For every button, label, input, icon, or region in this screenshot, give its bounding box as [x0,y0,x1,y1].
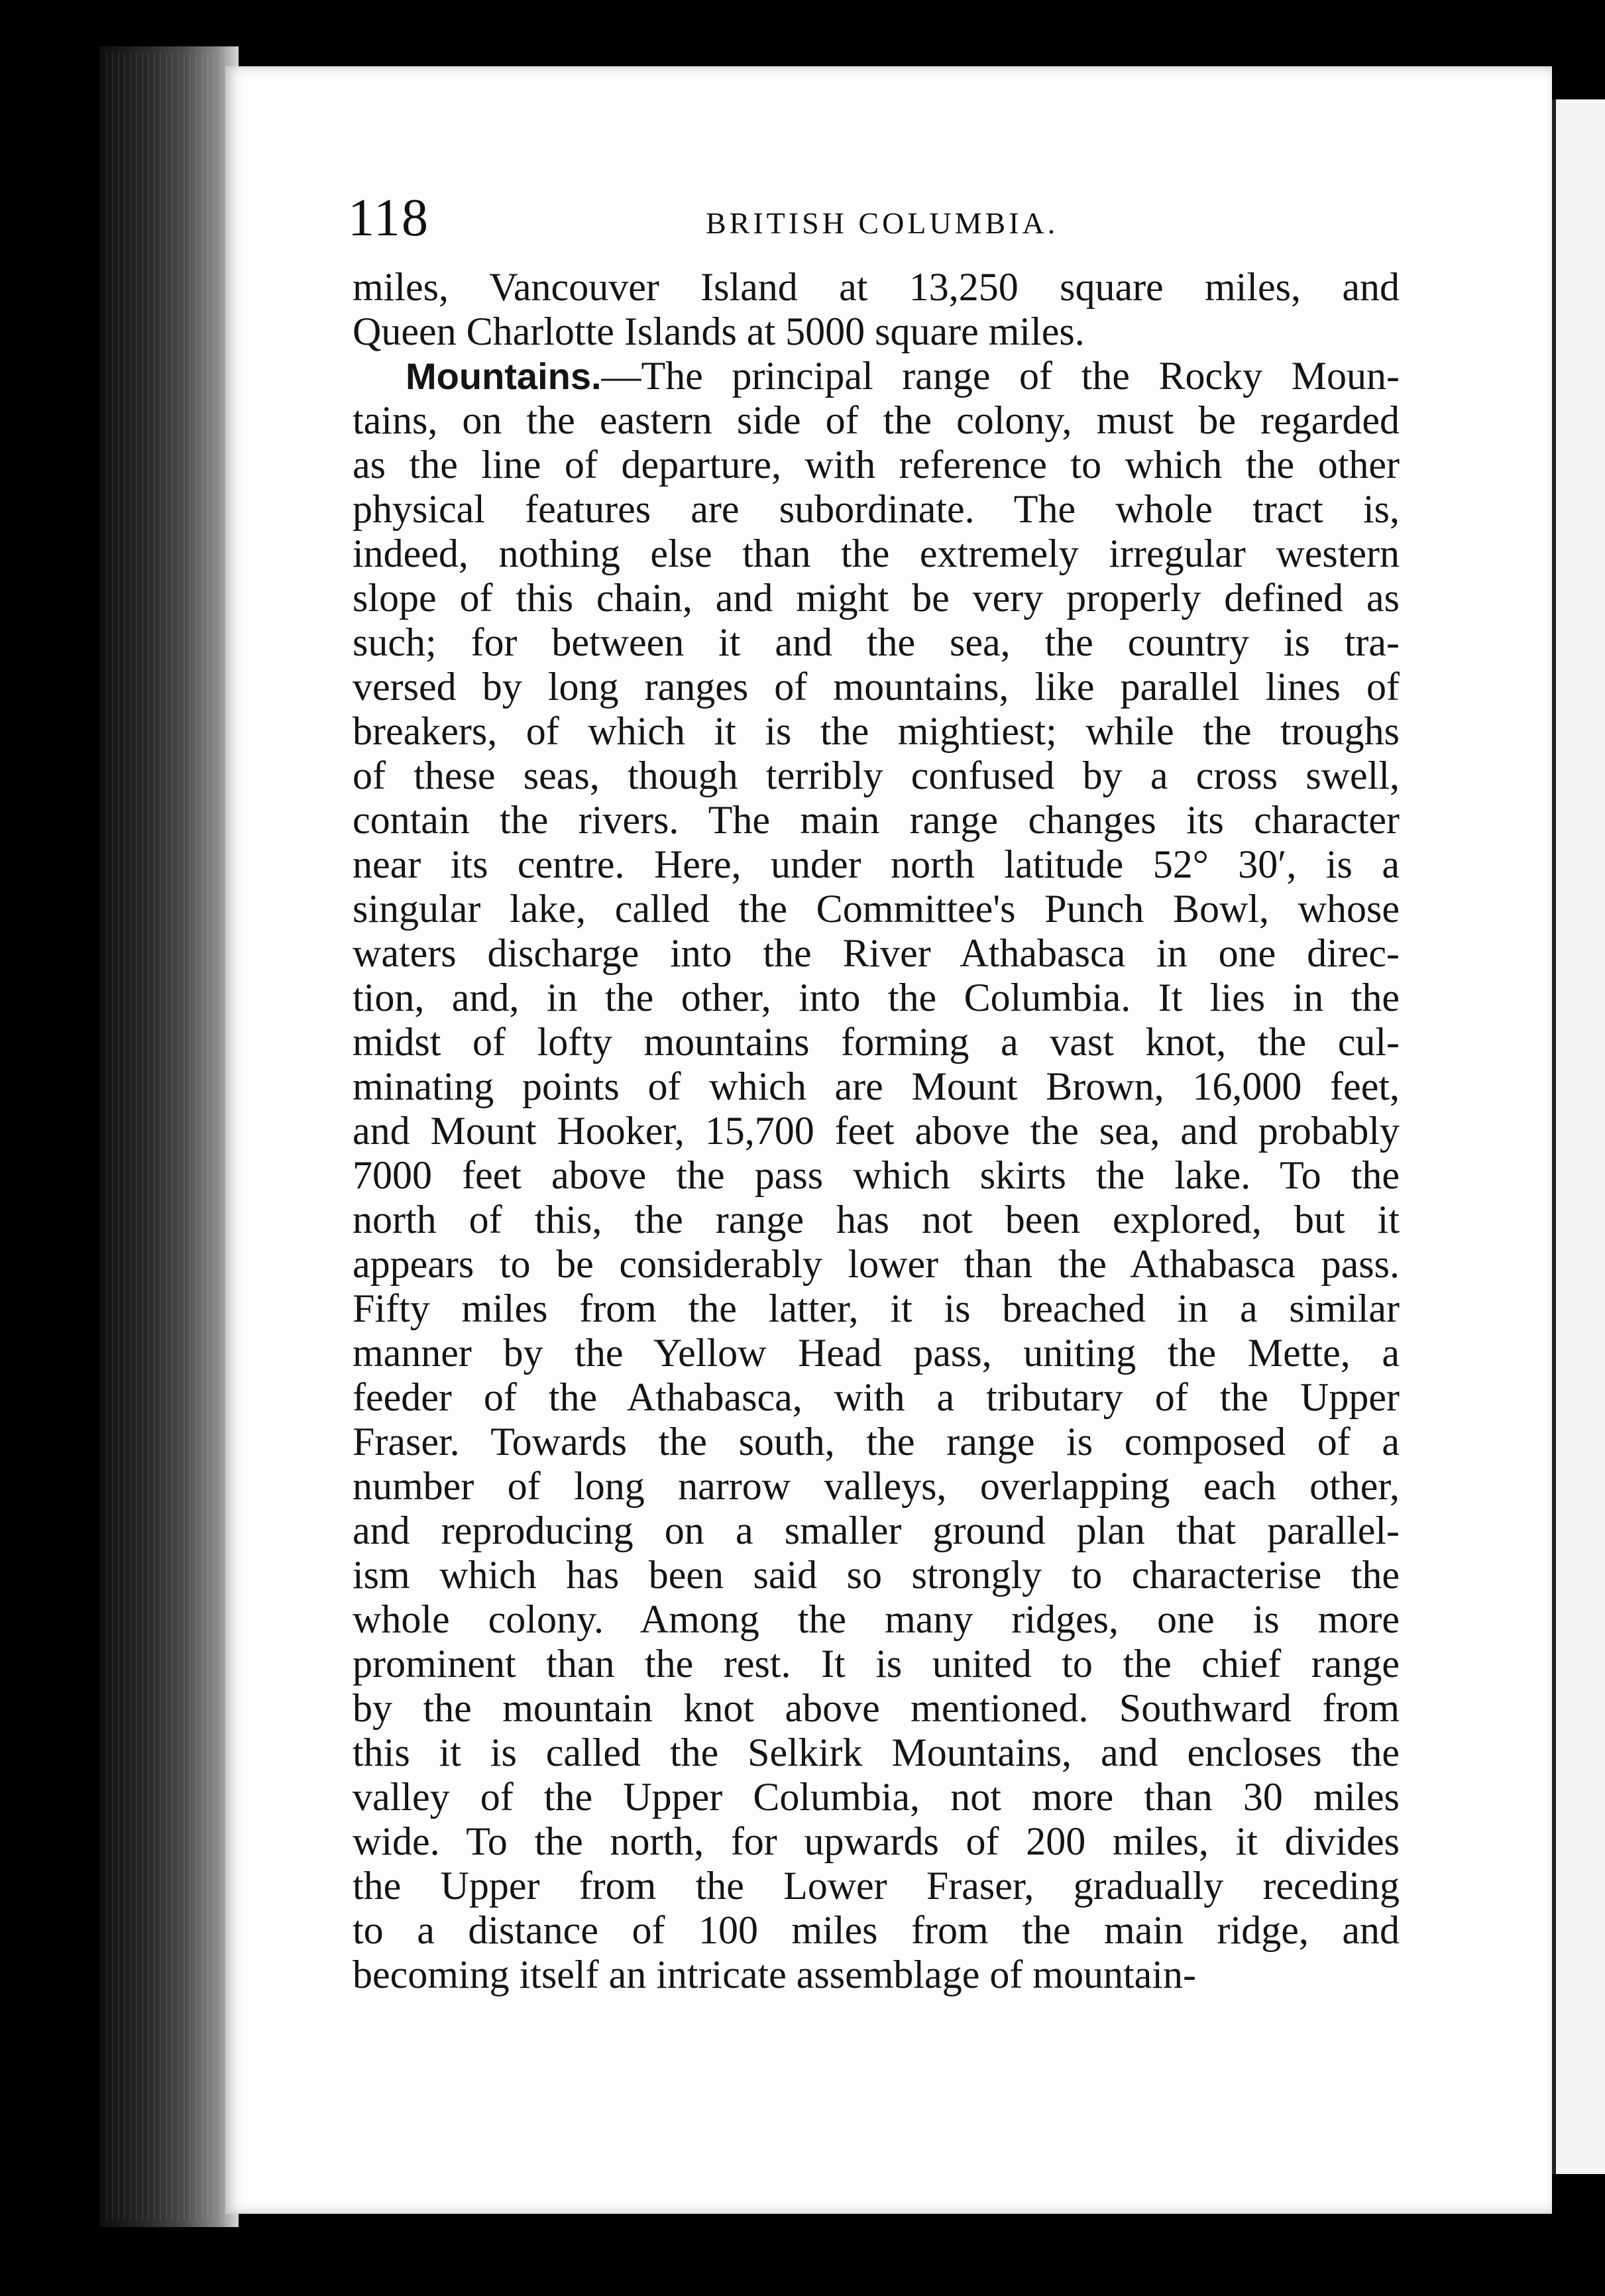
text-line: contain the rivers. The main range changes its character [353,798,1400,842]
text-line: to a distance of 100 miles from the main ridge, and [353,1908,1400,1952]
next-page-edge [1552,99,1605,2174]
text-line: tains, on the eastern side of the colony, must be regarded [353,398,1400,442]
text-line: by the mountain knot above mentioned. Southward from [353,1686,1400,1730]
text-line: manner by the Yellow Head pass, uniting the Mette, a [353,1331,1400,1375]
text-line: near its centre. Here, under north latitude 52° 30′, is a [353,842,1400,886]
text-line: Fraser. Towards the south, the range is composed of a [353,1420,1400,1464]
text-line: singular lake, called the Committee's Punch Bowl, whose [353,887,1400,931]
running-head: BRITISH COLUMBIA. [706,206,1059,240]
text-line: this it is called the Selkirk Mountains, and encloses the [353,1731,1400,1774]
text-fragment: —The principal range of the Rocky Moun- [601,354,1400,398]
text-line: north of this, the range has not been explored, but it [353,1198,1400,1241]
text-line: becoming itself an intricate assemblage of mountain- [353,1953,1196,1996]
section-heading: Mountains. [406,355,602,397]
text-line: minating points of which are Mount Brown, 16,000 feet, [353,1064,1400,1108]
text-line: waters discharge into the River Athabasca in one direc- [353,931,1400,975]
text-line: number of long narrow valleys, overlapping each other, [353,1464,1400,1508]
paragraph [353,265,1400,354]
text-line: appears to be considerably lower than the Athabasca pass. [353,1242,1400,1286]
text-line: midst of lofty mountains forming a vast knot, the cul- [353,1020,1400,1064]
text-line: tion, and, in the other, into the Columbia. It lies in the [353,976,1400,1019]
text-line: versed by long ranges of mountains, like parallel lines of [353,665,1400,709]
paragraph-mountains [353,354,1400,1997]
text-line: miles, Vancouver Island at 13,250 square miles, and [353,265,1400,309]
page-header [348,179,1395,252]
text-line: Fifty miles from the latter, it is breached in a similar [353,1287,1400,1330]
text-line: of these seas, though terribly confused by a cross swell, [353,754,1400,797]
body-text [353,265,1400,1997]
text-line: as the line of departure, with reference to which the other [353,443,1400,487]
text-line: 7000 feet above the pass which skirts the lake. To the [353,1153,1400,1197]
text-line: valley of the Upper Columbia, not more than 30 miles [353,1775,1400,1819]
text-line: whole colony. Among the many ridges, one is more [353,1597,1400,1641]
text-line: such; for between it and the sea, the country is tra- [353,620,1400,664]
text-line: slope of this chain, and might be very properly defined as [353,576,1400,620]
text-line [353,354,1400,398]
text-line: ism which has been said so strongly to characterise the [353,1553,1400,1597]
text-line: and reproducing on a smaller ground plan that parallel- [353,1509,1400,1552]
text-line: Queen Charlotte Islands at 5000 square miles. [353,310,1085,353]
page-number: 118 [348,189,430,247]
text-line: wide. To the north, for upwards of 200 miles, it divides [353,1819,1400,1863]
text-line: feeder of the Athabasca, with a tributary of the Upper [353,1375,1400,1419]
page-edges [106,53,232,2220]
text-line: the Upper from the Lower Fraser, gradually receding [353,1864,1400,1908]
text-line: breakers, of which it is the mightiest; while the troughs [353,709,1400,753]
text-line: indeed, nothing else than the extremely irregular western [353,532,1400,575]
text-line: prominent than the rest. It is united to the chief range [353,1642,1400,1686]
text-line: and Mount Hooker, 15,700 feet above the sea, and probably [353,1109,1400,1153]
text-line: physical features are subordinate. The whole tract is, [353,487,1400,531]
